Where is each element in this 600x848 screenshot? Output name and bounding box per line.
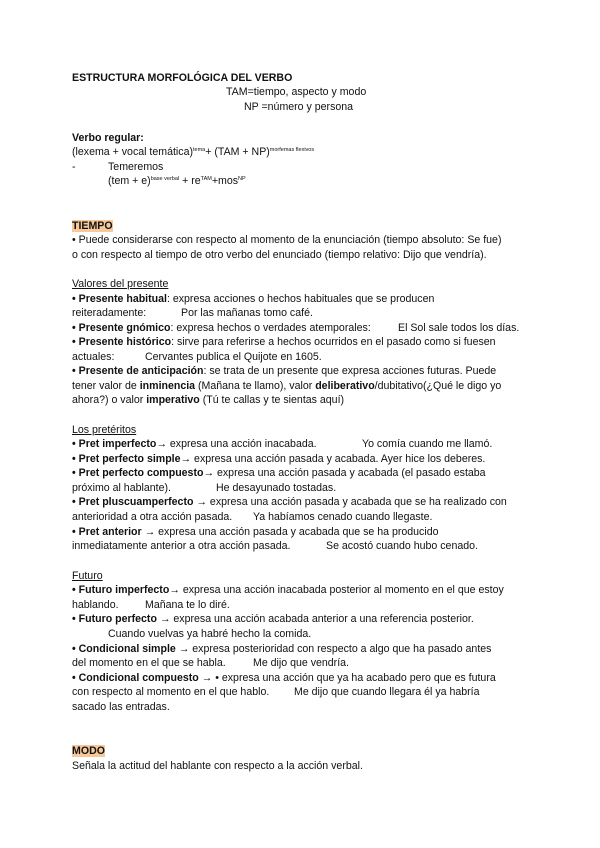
pret-anterior-example: Se acostó cuando hubo cenado.: [326, 540, 478, 552]
futuro-perfecto: • Futuro perfecto → expresa una acción acabada anterior a una referencia posterior.: [72, 613, 474, 625]
pret-perfecto-simple: • Pret perfecto simple→ expresa una acción pasada y acabada. Ayer hice los deberes.: [72, 453, 486, 465]
pret-imperfecto-example: Yo comía cuando me llamó.: [362, 438, 493, 450]
regular-example-dash: -: [72, 161, 76, 173]
pret-perfecto-compuesto-line2: próximo al hablante).: [72, 482, 171, 494]
page-title: ESTRUCTURA MORFOLÓGICA DEL VERBO: [72, 72, 293, 84]
condicional-compuesto-line3: sacado las entradas.: [72, 701, 170, 713]
preteritos-heading: Los pretéritos: [72, 424, 137, 436]
tiempo-intro-line2: o con respecto al tiempo de otro verbo del enunciado (tiempo relativo: Dijo que vendría).: [72, 249, 487, 261]
condicional-compuesto-example: Me dijo que cuando llegara él ya habría: [294, 686, 480, 698]
presente-historico-example: Cervantes publica el Quijote en 1605.: [145, 351, 322, 363]
condicional-simple-line2: del momento en el que se habla.: [72, 657, 226, 669]
presente-historico-line2: actuales:: [72, 351, 115, 363]
futuro-heading: Futuro: [72, 570, 103, 582]
presente-anticipacion: • Presente de anticipación: se trata de un presente que expresa acciones futuras. Puede: [72, 365, 497, 377]
futuro-imperfecto: • Futuro imperfecto→ expresa una acción inacabada posterior al momento en el que estoy: [72, 584, 504, 596]
modo-heading: MODO: [72, 745, 105, 757]
pret-imperfecto: • Pret imperfecto→ expresa una acción inacabada.: [72, 438, 317, 450]
pret-perfecto-compuesto: • Pret perfecto compuesto→ expresa una acción pasada y acabada (el pasado estaba: [72, 467, 486, 479]
pret-perfecto-compuesto-example: He desayunado tostadas.: [216, 482, 337, 494]
tiempo-heading: TIEMPO: [72, 220, 113, 232]
presente-habitual-example: Por las mañanas tomo café.: [181, 307, 313, 319]
presente-anticipacion-line2: tener valor de inminencia (Mañana te llamo), valor deliberativo/dubitativo(¿Qué le digo yo: [72, 380, 502, 392]
regular-formula: (lexema + vocal temática)$^{tema}$+ (TAM + NP)$^{morfemas flexivos}$: [72, 146, 315, 158]
regular-example-word: Temeremos: [108, 161, 164, 173]
presente-habitual: • Presente habitual: expresa acciones o hechos habituales que se producen: [72, 293, 435, 305]
condicional-compuesto-line2: con respecto al momento en el que hablo.: [72, 686, 270, 698]
presente-heading: Valores del presente: [72, 278, 169, 290]
np-definition: NP =número y persona: [244, 101, 354, 113]
futuro-imperfecto-example: Mañana te lo diré.: [145, 599, 230, 611]
presente-habitual-line2: reiteradamente:: [72, 307, 147, 319]
pret-anterior: • Pret anterior → expresa una acción pasada y acabada que se ha producido: [72, 526, 439, 538]
condicional-simple-example: Me dijo que vendría.: [253, 657, 349, 669]
presente-gnomico: • Presente gnómico: expresa hechos o verdades atemporales:: [72, 322, 371, 334]
tam-definition: TAM=tiempo, aspecto y modo: [226, 86, 367, 98]
pret-pluscuamperfecto-line2: anterioridad a otra acción pasada.: [72, 511, 233, 523]
presente-historico: • Presente histórico: sirve para referirse a hechos ocurridos en el pasado como si fuesen: [72, 336, 496, 348]
pret-anterior-line2: inmediatamente anterior a otra acción pasada.: [72, 540, 291, 552]
regular-example-formula: $(tem + e)^{base verbal} + re^{TAM}+mos^{NP}$: [108, 175, 246, 187]
futuro-perfecto-example: Cuando vuelvas ya habré hecho la comida.: [108, 628, 312, 640]
pret-pluscuamperfecto: • Pret pluscuamperfecto → expresa una acción pasada y acabada que se ha realizado con: [72, 496, 507, 508]
presente-gnomico-example: El Sol sale todos los días.: [398, 322, 520, 334]
condicional-simple: • Condicional simple → expresa posterioridad con respecto a algo que ha pasado antes: [72, 643, 492, 655]
tiempo-intro-line1: • Puede considerarse con respecto al momento de la enunciación (tiempo absoluto: Se fue): [72, 234, 502, 246]
futuro-imperfecto-line2: hablando.: [72, 599, 119, 611]
modo-text: Señala la actitud del hablante con respecto a la acción verbal.: [72, 760, 363, 772]
regular-heading: Verbo regular:: [72, 132, 144, 144]
pret-pluscuamperfecto-example: Ya habíamos cenado cuando llegaste.: [253, 511, 433, 523]
condicional-compuesto: • Condicional compuesto → • expresa una acción que ya ha acabado pero que es futura: [72, 672, 496, 684]
presente-anticipacion-line3: ahora?) o valor imperativo (Tú te callas y te sientas aquí): [72, 394, 345, 406]
